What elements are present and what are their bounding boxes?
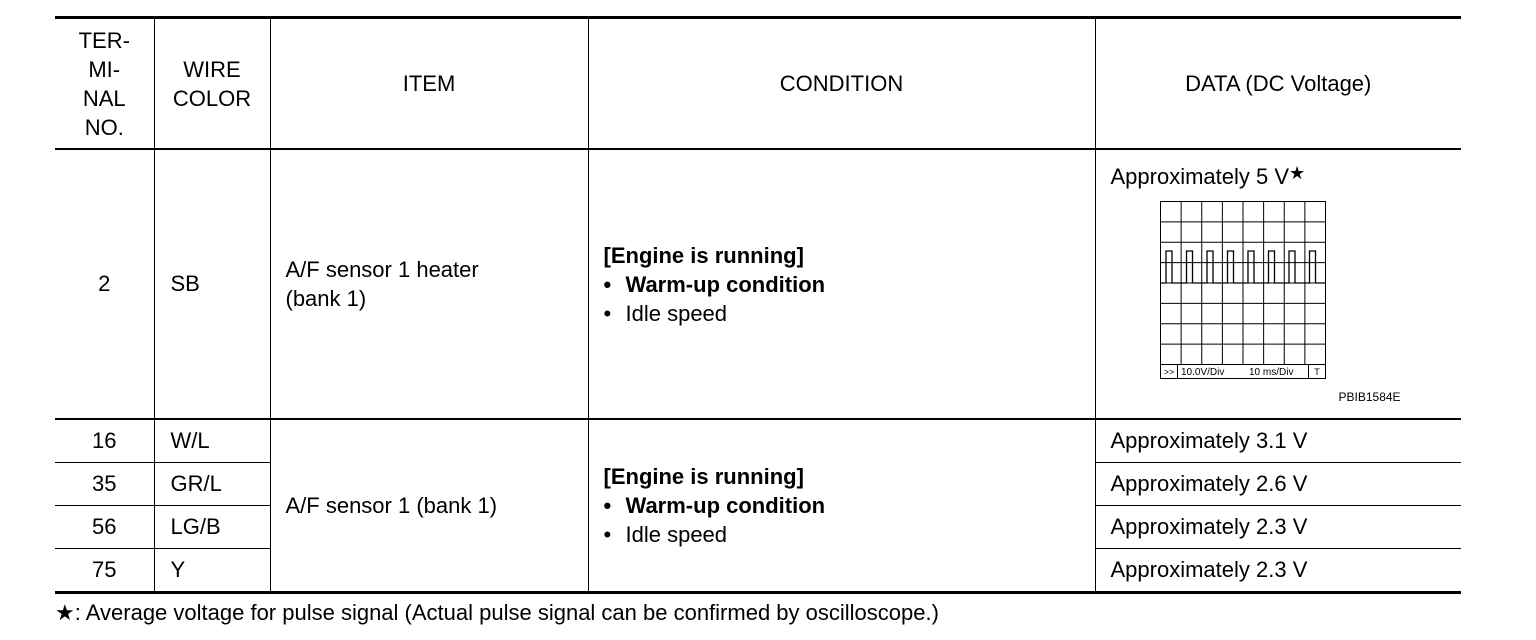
condition-heading: [Engine is running] <box>603 242 804 268</box>
header-data: DATA (DC Voltage) <box>1095 18 1461 150</box>
figure-id: PBIB1584E <box>1338 390 1401 404</box>
terminal-data-table <box>55 16 1461 594</box>
terminal-cell: 16 <box>55 419 154 463</box>
condition-bullet: • Idle speed <box>603 522 728 547</box>
header-row <box>55 18 1461 150</box>
item-cell: A/F sensor 1 heater (bank 1) <box>270 149 588 419</box>
scope-left-label: >> <box>1163 367 1174 377</box>
condition-bullet: • Warm-up condition <box>603 271 826 297</box>
wire-color-cell: LG/B <box>154 506 270 549</box>
item-cell: A/F sensor 1 (bank 1) <box>270 419 588 593</box>
data-cell: Approximately 2.3 V <box>1095 506 1461 549</box>
oscilloscope-waveform <box>1160 201 1326 381</box>
data-cell: Approximately 2.6 V <box>1095 463 1461 506</box>
condition-heading: [Engine is running] <box>603 464 804 489</box>
wire-color-cell: Y <box>154 549 270 593</box>
data-cell <box>1095 149 1461 419</box>
star-icon: ★ <box>55 600 75 625</box>
footnote-text: : Average voltage for pulse signal (Actual pulse signal can be confirmed by oscilloscope.) <box>74 600 939 625</box>
header-terminal-no: TER- MI- NAL NO. <box>55 18 154 150</box>
wire-color-cell: W/L <box>154 419 270 463</box>
data-value: Approximately 5 V★ <box>1110 163 1306 189</box>
condition-bullet: • Warm-up condition <box>603 493 826 518</box>
condition-bullet: • Idle speed <box>603 300 728 326</box>
oscilloscope-scale-bar <box>1160 365 1325 379</box>
terminal-cell: 56 <box>55 506 154 549</box>
data-cell: Approximately 3.1 V <box>1095 419 1461 463</box>
wire-color-cell: SB <box>154 149 270 419</box>
header-condition: CONDITION <box>588 18 1095 150</box>
scope-volt-div: 10.0V/Div <box>1180 367 1224 378</box>
terminal-cell: 2 <box>55 149 154 419</box>
condition-cell <box>588 419 1095 593</box>
condition-cell <box>588 149 1095 419</box>
terminal-cell: 75 <box>55 549 154 593</box>
star-icon: ★ <box>1289 163 1306 183</box>
scope-time-div: 10 ms/Div <box>1248 367 1293 378</box>
wire-color-cell: GR/L <box>154 463 270 506</box>
header-wire-color: WIRE COLOR <box>154 18 270 150</box>
table-row <box>55 419 1461 463</box>
header-item: ITEM <box>270 18 588 150</box>
scope-right-label: T <box>1313 367 1320 377</box>
data-cell: Approximately 2.3 V <box>1095 549 1461 593</box>
table-row <box>55 149 1461 419</box>
terminal-cell: 35 <box>55 463 154 506</box>
footnote <box>55 600 939 626</box>
